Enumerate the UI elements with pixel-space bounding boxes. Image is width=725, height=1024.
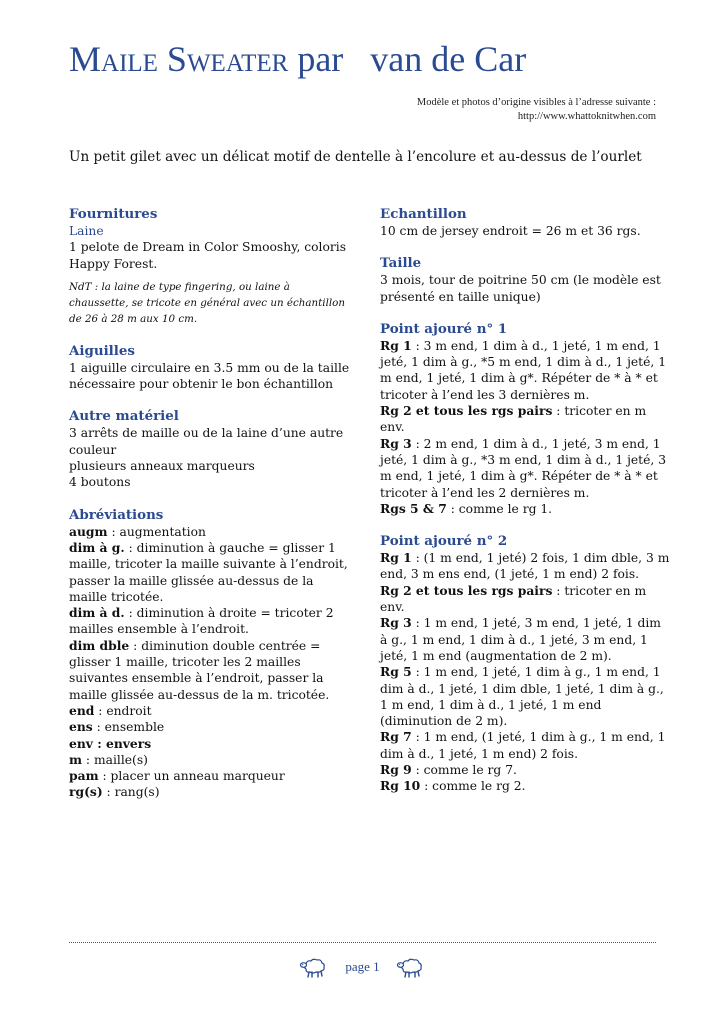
abbr-item: ens : ensemble bbox=[69, 719, 165, 735]
abbr-item: dim à d. : diminution à droite = tricoter 2 mailles ensemble à l’endroit. bbox=[69, 605, 334, 637]
page-footer bbox=[0, 955, 725, 979]
section-point-ajoure-2 bbox=[380, 532, 670, 794]
left-column bbox=[69, 205, 351, 816]
abbr-item: dim dble : diminution double centrée = glisser 1 maille, tricoter les 2 mailles suivantes ensemble à l’endroit, passer la maille glissée au-dessus de la m. tricotée. bbox=[69, 637, 330, 702]
section-heading: Echantillon bbox=[380, 206, 467, 222]
footer-divider bbox=[69, 942, 656, 943]
abbr-item: env : envers bbox=[69, 735, 152, 751]
pattern-row: Rg 5 : 1 m end, 1 jeté, 1 dim à g., 1 m end, 1 dim à d., 1 jeté, 1 dim dble, 1 jeté, 1 dim à g., 1 m end, 1 dim à d., 1 jeté, 1 m end (diminution de 2 m). bbox=[380, 664, 664, 729]
page-title bbox=[69, 38, 526, 80]
pattern-row: Rg 7 : 1 m end, (1 jeté, 1 dim à g., 1 m end, 1 dim à d., 1 jeté, 1 m end) 2 fois. bbox=[380, 729, 666, 761]
section-heading: Point ajouré n° 2 bbox=[380, 533, 508, 550]
abbr-item: rg(s) : rang(s) bbox=[69, 784, 160, 800]
pattern-row: Rg 2 et tous les rgs pairs : tricoter en m env. bbox=[380, 403, 647, 435]
pattern-row: Rg 3 : 1 m end, 1 jeté, 3 m end, 1 jeté, 1 dim à g., 1 m end, 1 dim à d., 1 jeté, 3 m end, 1 jeté, 1 m end (augmentation de 2 m). bbox=[380, 615, 661, 663]
source-note bbox=[417, 96, 656, 124]
title-pattern-name: Maile Sweater bbox=[69, 39, 289, 79]
gauge-text: 10 cm de jersey endroit = 26 m et 36 rgs. bbox=[380, 224, 641, 238]
abbr-item: m : maille(s) bbox=[69, 751, 148, 767]
yarn-line: Happy Forest. bbox=[69, 256, 158, 271]
pattern-row: Rgs 5 & 7 : comme le rg 1. bbox=[380, 500, 553, 516]
section-heading: Point ajouré n° 1 bbox=[380, 320, 508, 337]
pattern-row: Rg 1 : 3 m end, 1 dim à d., 1 jeté, 1 m end, 1 jeté, 1 dim à g., *5 m end, 1 dim à d., 1 jeté, 1 m end, 1 jeté, 1 dim à g*. Répéter de * à * et tricoter à l’end les 3 dernières m. bbox=[380, 337, 667, 402]
section-aiguilles bbox=[69, 342, 351, 393]
section-heading: Taille bbox=[380, 255, 422, 272]
pattern-row: Rg 1 : (1 m end, 1 jeté) 2 fois, 1 dim dble, 3 m end, 3 m ens end, (1 jeté, 1 m end) 2 fois. bbox=[380, 550, 670, 582]
section-fournitures bbox=[69, 205, 351, 327]
subheading-laine: Laine bbox=[69, 224, 104, 238]
pattern-row: Rg 10 : comme le rg 2. bbox=[380, 778, 526, 794]
section-abreviations bbox=[69, 506, 351, 801]
abbr-item: augm : augmentation bbox=[69, 523, 206, 539]
source-url[interactable]: http://www.whattoknitwhen.com bbox=[517, 111, 656, 122]
yarn-line: 1 pelote de Dream in Color Smooshy, coloris bbox=[69, 240, 347, 255]
abbr-item: dim à g. : diminution à gauche = glisser 1 maille, tricoter la maille suivante à l’endroit, passer la maille glissée au-dessus de la maille tricotée. bbox=[69, 539, 348, 604]
sheep-icon bbox=[299, 955, 329, 979]
section-autre-materiel bbox=[69, 407, 351, 490]
source-line: Modèle et photos d’origine visibles à l’adresse suivante : bbox=[416, 97, 656, 108]
translator-note: NdT : la laine de type fingering, ou laine à chaussette, se tricote en général avec un échantillon de 26 à 28 m aux 10 cm. bbox=[69, 280, 345, 325]
intro-text: Un petit gilet avec un délicat motif de dentelle à l’encolure et au-dessus de l’ourlet bbox=[69, 149, 642, 165]
pattern-row: Rg 3 : 2 m end, 1 dim à d., 1 jeté, 3 m end, 1 jeté, 1 dim à g., *3 m end, 1 dim à d., 1 jeté, 3 m end, 1 jeté, 1 dim à g*. Répéter de * à * et tricoter à l’end les 2 dernières m. bbox=[380, 435, 667, 500]
section-heading: Abréviations bbox=[69, 506, 164, 523]
section-heading: Fournitures bbox=[69, 206, 158, 222]
sheep-icon bbox=[396, 955, 426, 979]
material-line: 4 boutons bbox=[69, 475, 131, 490]
abbr-item: pam : placer un anneau marqueur bbox=[69, 768, 285, 784]
pattern-row: Rg 9 : comme le rg 7. bbox=[380, 762, 517, 778]
title-author: par van de Car bbox=[288, 39, 527, 79]
needles-text: 1 aiguille circulaire en 3.5 mm ou de la taille nécessaire pour obtenir le bon échantillon bbox=[69, 360, 350, 392]
right-column bbox=[380, 205, 670, 810]
material-line: 3 arrêts de maille ou de la laine d’une autre couleur bbox=[69, 426, 344, 457]
section-echantillon bbox=[380, 205, 670, 239]
section-point-ajoure-1 bbox=[380, 320, 670, 517]
page-number: page 1 bbox=[345, 959, 380, 974]
pattern-row: Rg 2 et tous les rgs pairs : tricoter en m env. bbox=[380, 582, 647, 615]
material-line: plusieurs anneaux marqueurs bbox=[69, 459, 255, 474]
abbr-item: end : endroit bbox=[69, 702, 152, 718]
section-heading: Autre matériel bbox=[69, 408, 179, 425]
size-text: 3 mois, tour de poitrine 50 cm (le modèle est présenté en taille unique) bbox=[380, 273, 661, 304]
section-heading: Aiguilles bbox=[69, 342, 135, 359]
section-taille bbox=[380, 254, 670, 305]
